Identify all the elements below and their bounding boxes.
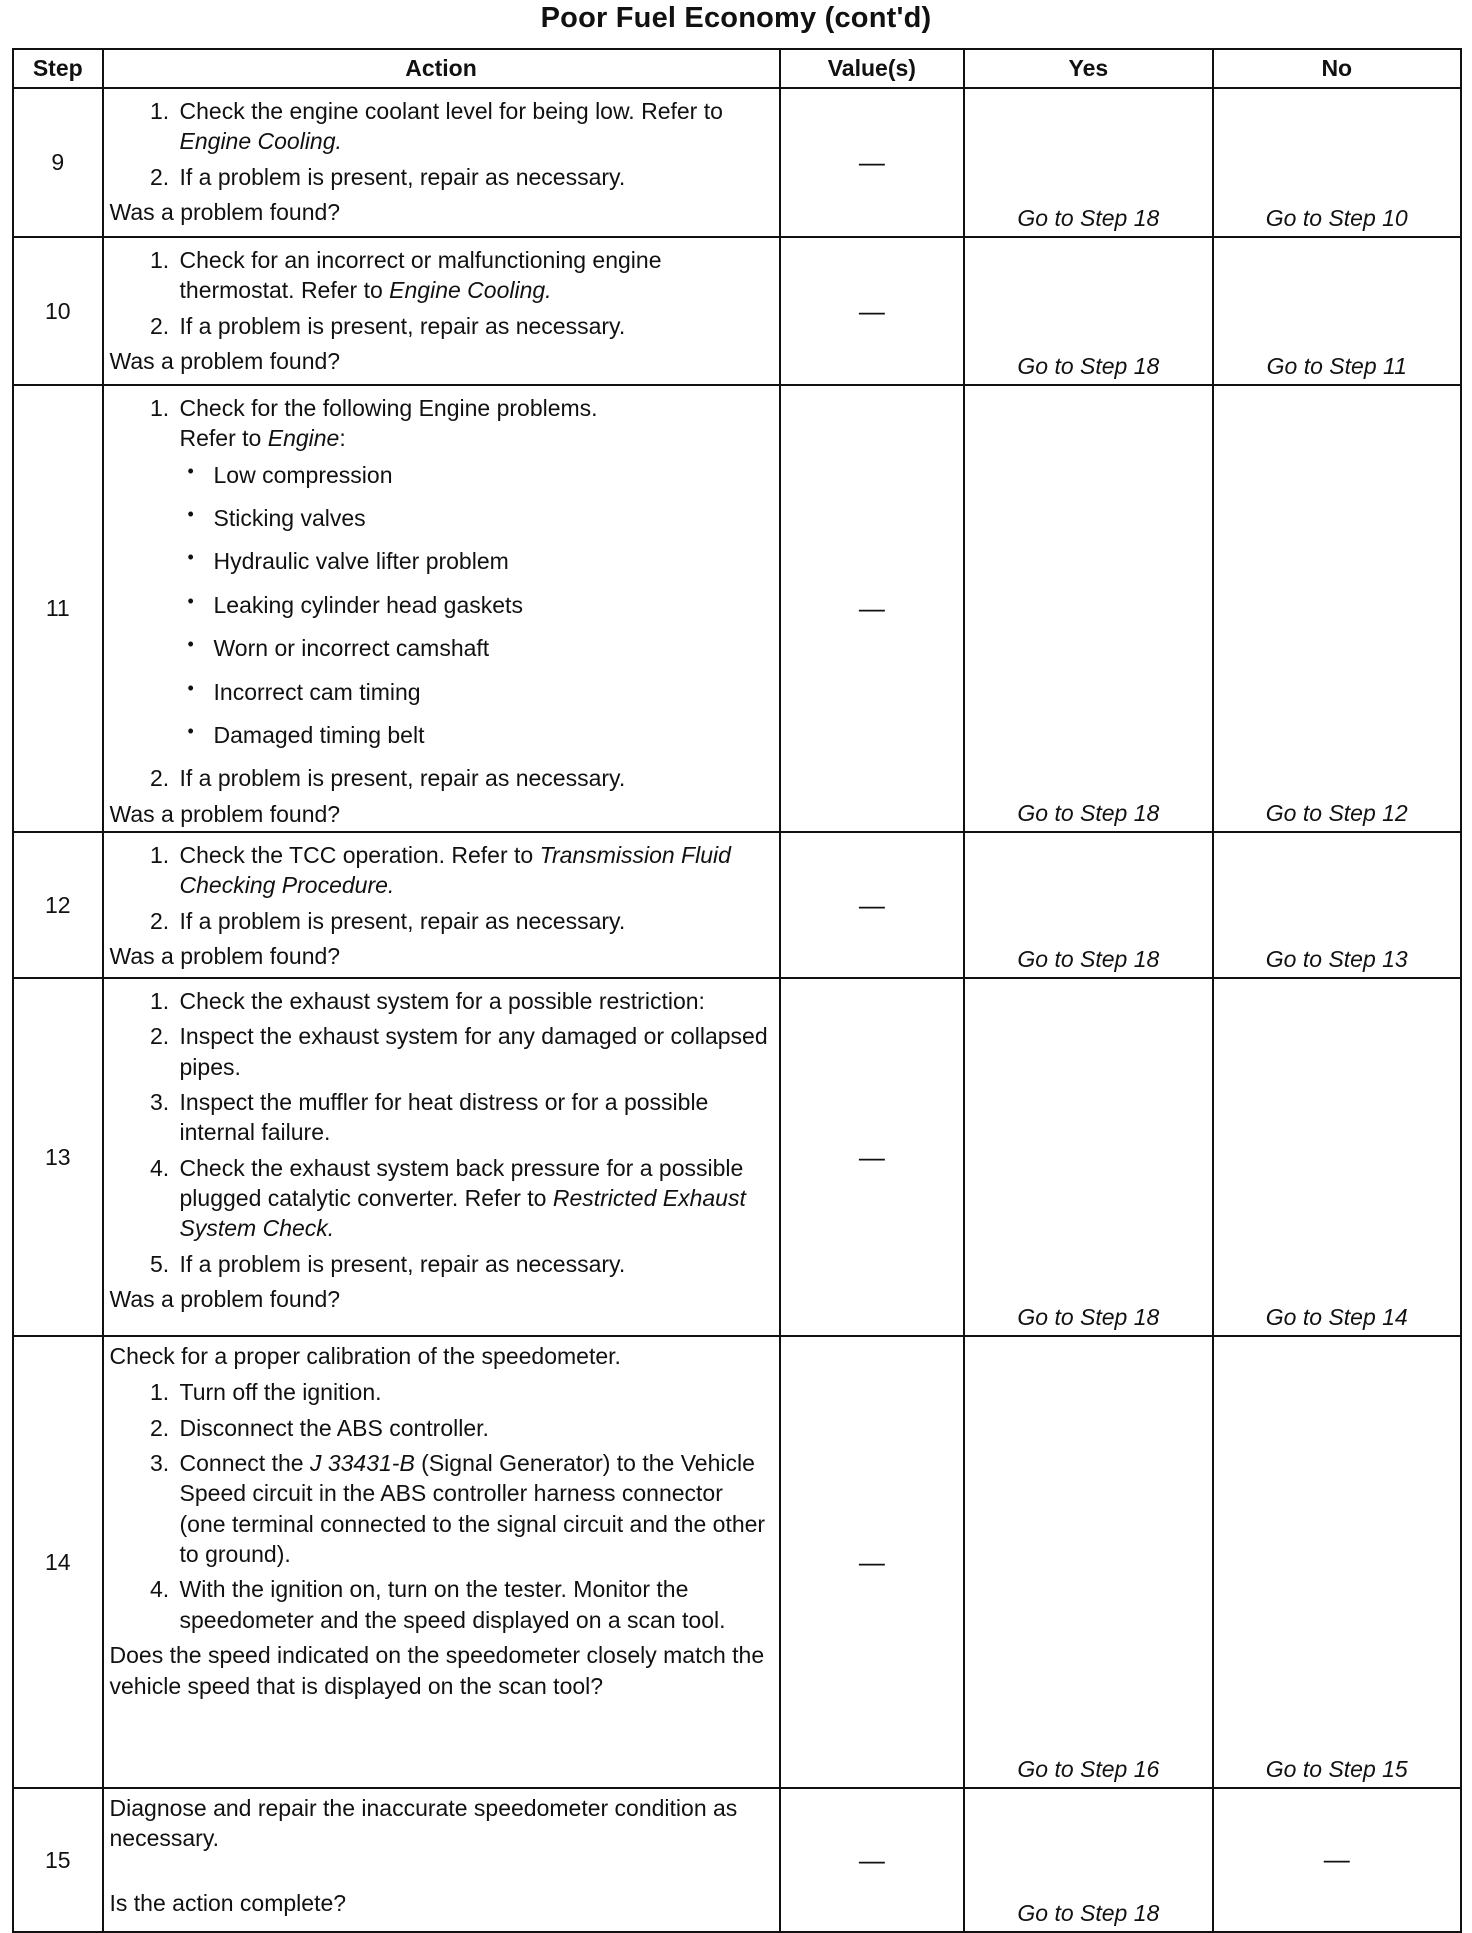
action-item: 1. Turn off the ignition. <box>176 1377 771 1407</box>
action-list <box>110 245 771 341</box>
bullet-item: • Low compression <box>180 460 771 490</box>
action-item: 2. Disconnect the ABS controller. <box>176 1413 771 1443</box>
step-number: 11 <box>13 385 103 832</box>
value-cell: — <box>780 88 965 237</box>
no-result: Go to Step 15 <box>1213 1336 1461 1788</box>
action-cell <box>103 237 780 385</box>
value-cell: — <box>780 385 965 832</box>
bullet-item: • Leaking cylinder head gaskets <box>180 590 771 620</box>
no-result: Go to Step 12 <box>1213 385 1461 832</box>
action-item: 1. Check the engine coolant level for being low. Refer to Engine Cooling. <box>176 96 771 157</box>
action-item: 4. Check the exhaust system back pressure for a possible plugged catalytic converter. Refer to Restricted Exhaust System Check. <box>176 1153 771 1244</box>
value-cell: — <box>780 978 965 1336</box>
step-number: 12 <box>13 832 103 978</box>
action-item: 4. With the ignition on, turn on the tester. Monitor the speedometer and the speed displayed on a scan tool. <box>176 1574 771 1635</box>
action-item: 2. If a problem is present, repair as necessary. <box>176 906 771 936</box>
step-number: 10 <box>13 237 103 385</box>
action-cell <box>103 832 780 978</box>
value-cell: — <box>780 832 965 978</box>
action-item: 1. Check the TCC operation. Refer to Transmission Fluid Checking Procedure. <box>176 840 771 901</box>
value-cell: — <box>780 237 965 385</box>
table-row <box>13 385 1461 832</box>
question-text: Was a problem found? <box>109 348 341 375</box>
action-item: 3. Connect the J 33431-B (Signal Generator) to the Vehicle Speed circuit in the ABS controller harness connector (one terminal connected to the signal circuit and the other to ground). <box>176 1448 771 1569</box>
no-result: Go to Step 13 <box>1213 832 1461 978</box>
bullet-list <box>180 460 771 751</box>
step-number: 13 <box>13 978 103 1336</box>
value-cell: — <box>780 1788 965 1932</box>
page-title: Poor Fuel Economy (cont'd) <box>540 2 932 34</box>
question-text: Was a problem found? <box>109 199 341 226</box>
bullet-item: • Incorrect cam timing <box>180 677 771 707</box>
action-item: 2. If a problem is present, repair as necessary. <box>176 162 771 192</box>
action-item: 2. If a problem is present, repair as necessary. <box>176 311 771 341</box>
action-item: 1. Check the exhaust system for a possible restriction: <box>176 986 771 1016</box>
no-result: Go to Step 10 <box>1213 88 1461 237</box>
question-text: Does the speed indicated on the speedometer closely match the vehicle speed that is displayed on the scan tool? <box>109 1642 765 1699</box>
yes-result: Go to Step 18 <box>964 978 1212 1336</box>
bullet-item: • Worn or incorrect camshaft <box>180 633 771 663</box>
bullet-item: • Hydraulic valve lifter problem <box>180 546 771 576</box>
question-text: Was a problem found? <box>109 800 341 827</box>
step-number: 14 <box>13 1336 103 1788</box>
action-list <box>110 96 771 192</box>
action-item: 3. Inspect the muffler for heat distress or for a possible internal failure. <box>176 1087 771 1148</box>
action-list <box>110 1377 771 1635</box>
action-list <box>110 986 771 1279</box>
value-cell: — <box>780 1336 965 1788</box>
table-row <box>13 978 1461 1336</box>
diagnostic-table <box>12 48 1462 1933</box>
reference-text: Restricted Exhaust System Check. <box>179 1185 746 1242</box>
reference-text: J 33431-B <box>309 1450 415 1477</box>
header-values: Value(s) <box>780 49 965 88</box>
table-row <box>13 88 1461 237</box>
action-cell <box>103 1336 780 1788</box>
reference-text: Transmission Fluid Checking Procedure. <box>179 841 731 899</box>
bullet-item: • Sticking valves <box>180 503 771 533</box>
header-row <box>13 49 1461 88</box>
reference-text: Engine Cooling. <box>179 128 342 155</box>
yes-result: Go to Step 18 <box>964 385 1212 832</box>
intro-text: Check for a proper calibration of the speedometer. <box>109 1342 621 1369</box>
action-cell <box>103 1788 780 1932</box>
yes-result: Go to Step 18 <box>964 1788 1212 1932</box>
action-item: 1. Check for an incorrect or malfunctioning engine thermostat. Refer to Engine Cooling. <box>176 245 771 306</box>
yes-result: Go to Step 18 <box>964 832 1212 978</box>
no-result: Go to Step 11 <box>1213 237 1461 385</box>
reference-text: Engine Cooling. <box>389 277 552 304</box>
yes-result: Go to Step 16 <box>964 1336 1212 1788</box>
yes-result: Go to Step 18 <box>964 237 1212 385</box>
header-action: Action <box>103 49 780 88</box>
header-no: No <box>1213 49 1461 88</box>
action-item: 5. If a problem is present, repair as necessary. <box>176 1249 771 1279</box>
action-cell <box>103 385 780 832</box>
table-row <box>13 832 1461 978</box>
action-item: 1. Check for the following Engine problems. Refer to Engine: • Low compression • Sticking valves • Hydraulic valve lifter problem • Leaking cylinder head gaskets • Worn or incorrect camshaft • Incorrect cam timing • Damaged timing belt <box>176 393 771 750</box>
bullet-item: • Damaged timing belt <box>180 720 771 750</box>
table-row <box>13 237 1461 385</box>
header-step: Step <box>13 49 103 88</box>
step-number: 9 <box>13 88 103 237</box>
action-cell <box>103 88 780 237</box>
action-cell <box>103 978 780 1336</box>
action-list <box>110 840 771 936</box>
question-text: Was a problem found? <box>109 943 341 970</box>
spacer <box>110 1860 771 1888</box>
table-row <box>13 1788 1461 1932</box>
no-result: — <box>1213 1788 1461 1932</box>
yes-result: Go to Step 18 <box>964 88 1212 237</box>
table-row <box>13 1336 1461 1788</box>
no-result: Go to Step 14 <box>1213 978 1461 1336</box>
action-item: 2. Inspect the exhaust system for any damaged or collapsed pipes. <box>176 1021 771 1082</box>
question-text: Was a problem found? <box>109 1286 341 1313</box>
intro-text: Diagnose and repair the inaccurate speedometer condition as necessary. <box>109 1794 738 1852</box>
header-yes: Yes <box>964 49 1212 88</box>
action-list <box>110 393 771 794</box>
question-text: Is the action complete? <box>109 1889 347 1916</box>
step-number: 15 <box>13 1788 103 1932</box>
action-item: 2. If a problem is present, repair as necessary. <box>176 763 771 793</box>
reference-text: Engine <box>267 425 340 452</box>
